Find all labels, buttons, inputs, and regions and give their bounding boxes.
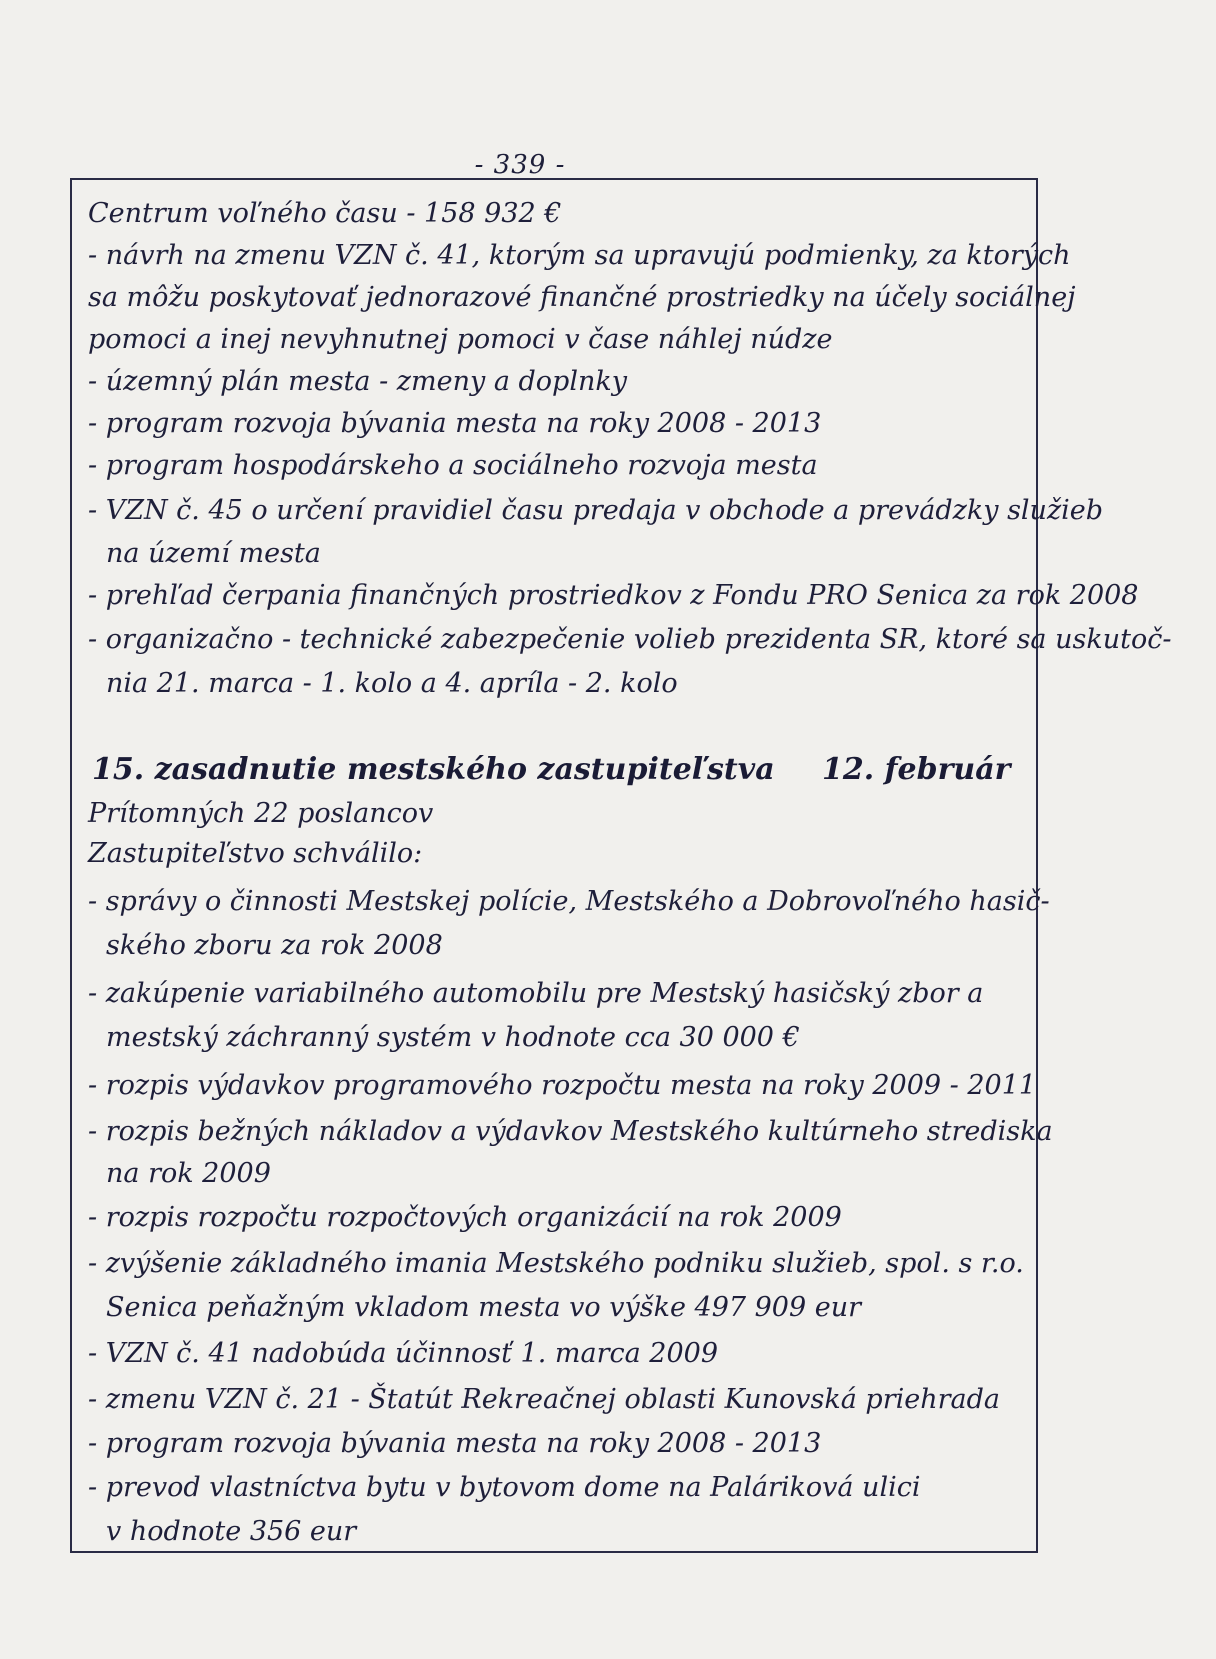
text-line: - rozpis výdavkov programového rozpočtu mesta na roky 2009 - 2011 — [88, 1070, 1037, 1101]
text-line: mestský záchranný systém v hodnote cca 30 000 € — [106, 1022, 800, 1053]
text-line: - rozpis rozpočtu rozpočtových organizácií na rok 2009 — [88, 1202, 842, 1233]
text-line: - program rozvoja bývania mesta na roky 2008 - 2013 — [88, 1428, 822, 1459]
text-line: - správy o činnosti Mestskej polície, Mestského a Dobrovoľného hasič- — [88, 886, 1050, 917]
text-line: - prevod vlastníctva bytu v bytovom dome na Paláriková ulici — [88, 1472, 921, 1503]
text-line: nia 21. marca - 1. kolo a 4. apríla - 2. kolo — [106, 668, 678, 699]
meeting-date: 12. február — [822, 752, 1011, 787]
text-line: - zvýšenie základného imania Mestského podniku služieb, spol. s r.o. — [88, 1248, 1024, 1279]
meeting-heading — [92, 752, 1032, 787]
text-line: - prehľad čerpania finančných prostriedkov z Fondu PRO Senica za rok 2008 — [88, 580, 1139, 611]
text-line: - rozpis bežných nákladov a výdavkov Mestského kultúrneho strediska — [88, 1116, 1053, 1147]
text-line: - VZN č. 45 o určení pravidiel času predaja v obchode a prevádzky služieb — [88, 495, 1104, 526]
text-line: - územný plán mesta - zmeny a doplnky — [88, 366, 627, 397]
text-line: - zmenu VZN č. 21 - Štatút Rekreačnej oblasti Kunovská priehrada — [88, 1384, 1001, 1415]
text-line: - zakúpenie variabilného automobilu pre Mestský hasičský zbor a — [88, 978, 984, 1009]
text-line: - organizačno - technické zabezpečenie volieb prezidenta SR, ktoré sa uskutoč- — [88, 624, 1172, 655]
text-line: - program hospodárskeho a sociálneho rozvoja mesta — [88, 450, 818, 481]
page-number: - 339 - — [474, 150, 566, 180]
text-line: - program rozvoja bývania mesta na roky 2008 - 2013 — [88, 408, 822, 439]
text-line: pomoci a inej nevyhnutnej pomoci v čase náhlej núdze — [88, 324, 833, 355]
text-line: sa môžu poskytovať jednorazové finančné prostriedky na účely sociálnej — [88, 282, 1076, 313]
meeting-title: 15. zasadnutie mestského zastupiteľstva — [92, 752, 775, 787]
text-line: Centrum voľného času - 158 932 € — [88, 198, 562, 229]
text-line: na území mesta — [106, 538, 321, 569]
text-line: Senica peňažným vkladom mesta vo výške 497 909 eur — [106, 1292, 862, 1323]
text-line: Prítomných 22 poslancov — [88, 798, 434, 829]
text-line: - VZN č. 41 nadobúda účinnosť 1. marca 2009 — [88, 1338, 718, 1369]
text-line: Zastupiteľstvo schválilo: — [88, 838, 423, 869]
text-line: - návrh na zmenu VZN č. 41, ktorým sa upravujú podmienky, za ktorých — [88, 240, 1071, 271]
text-line: na rok 2009 — [106, 1158, 271, 1189]
text-line: ského zboru za rok 2008 — [106, 930, 443, 961]
text-line: v hodnote 356 eur — [106, 1516, 357, 1547]
